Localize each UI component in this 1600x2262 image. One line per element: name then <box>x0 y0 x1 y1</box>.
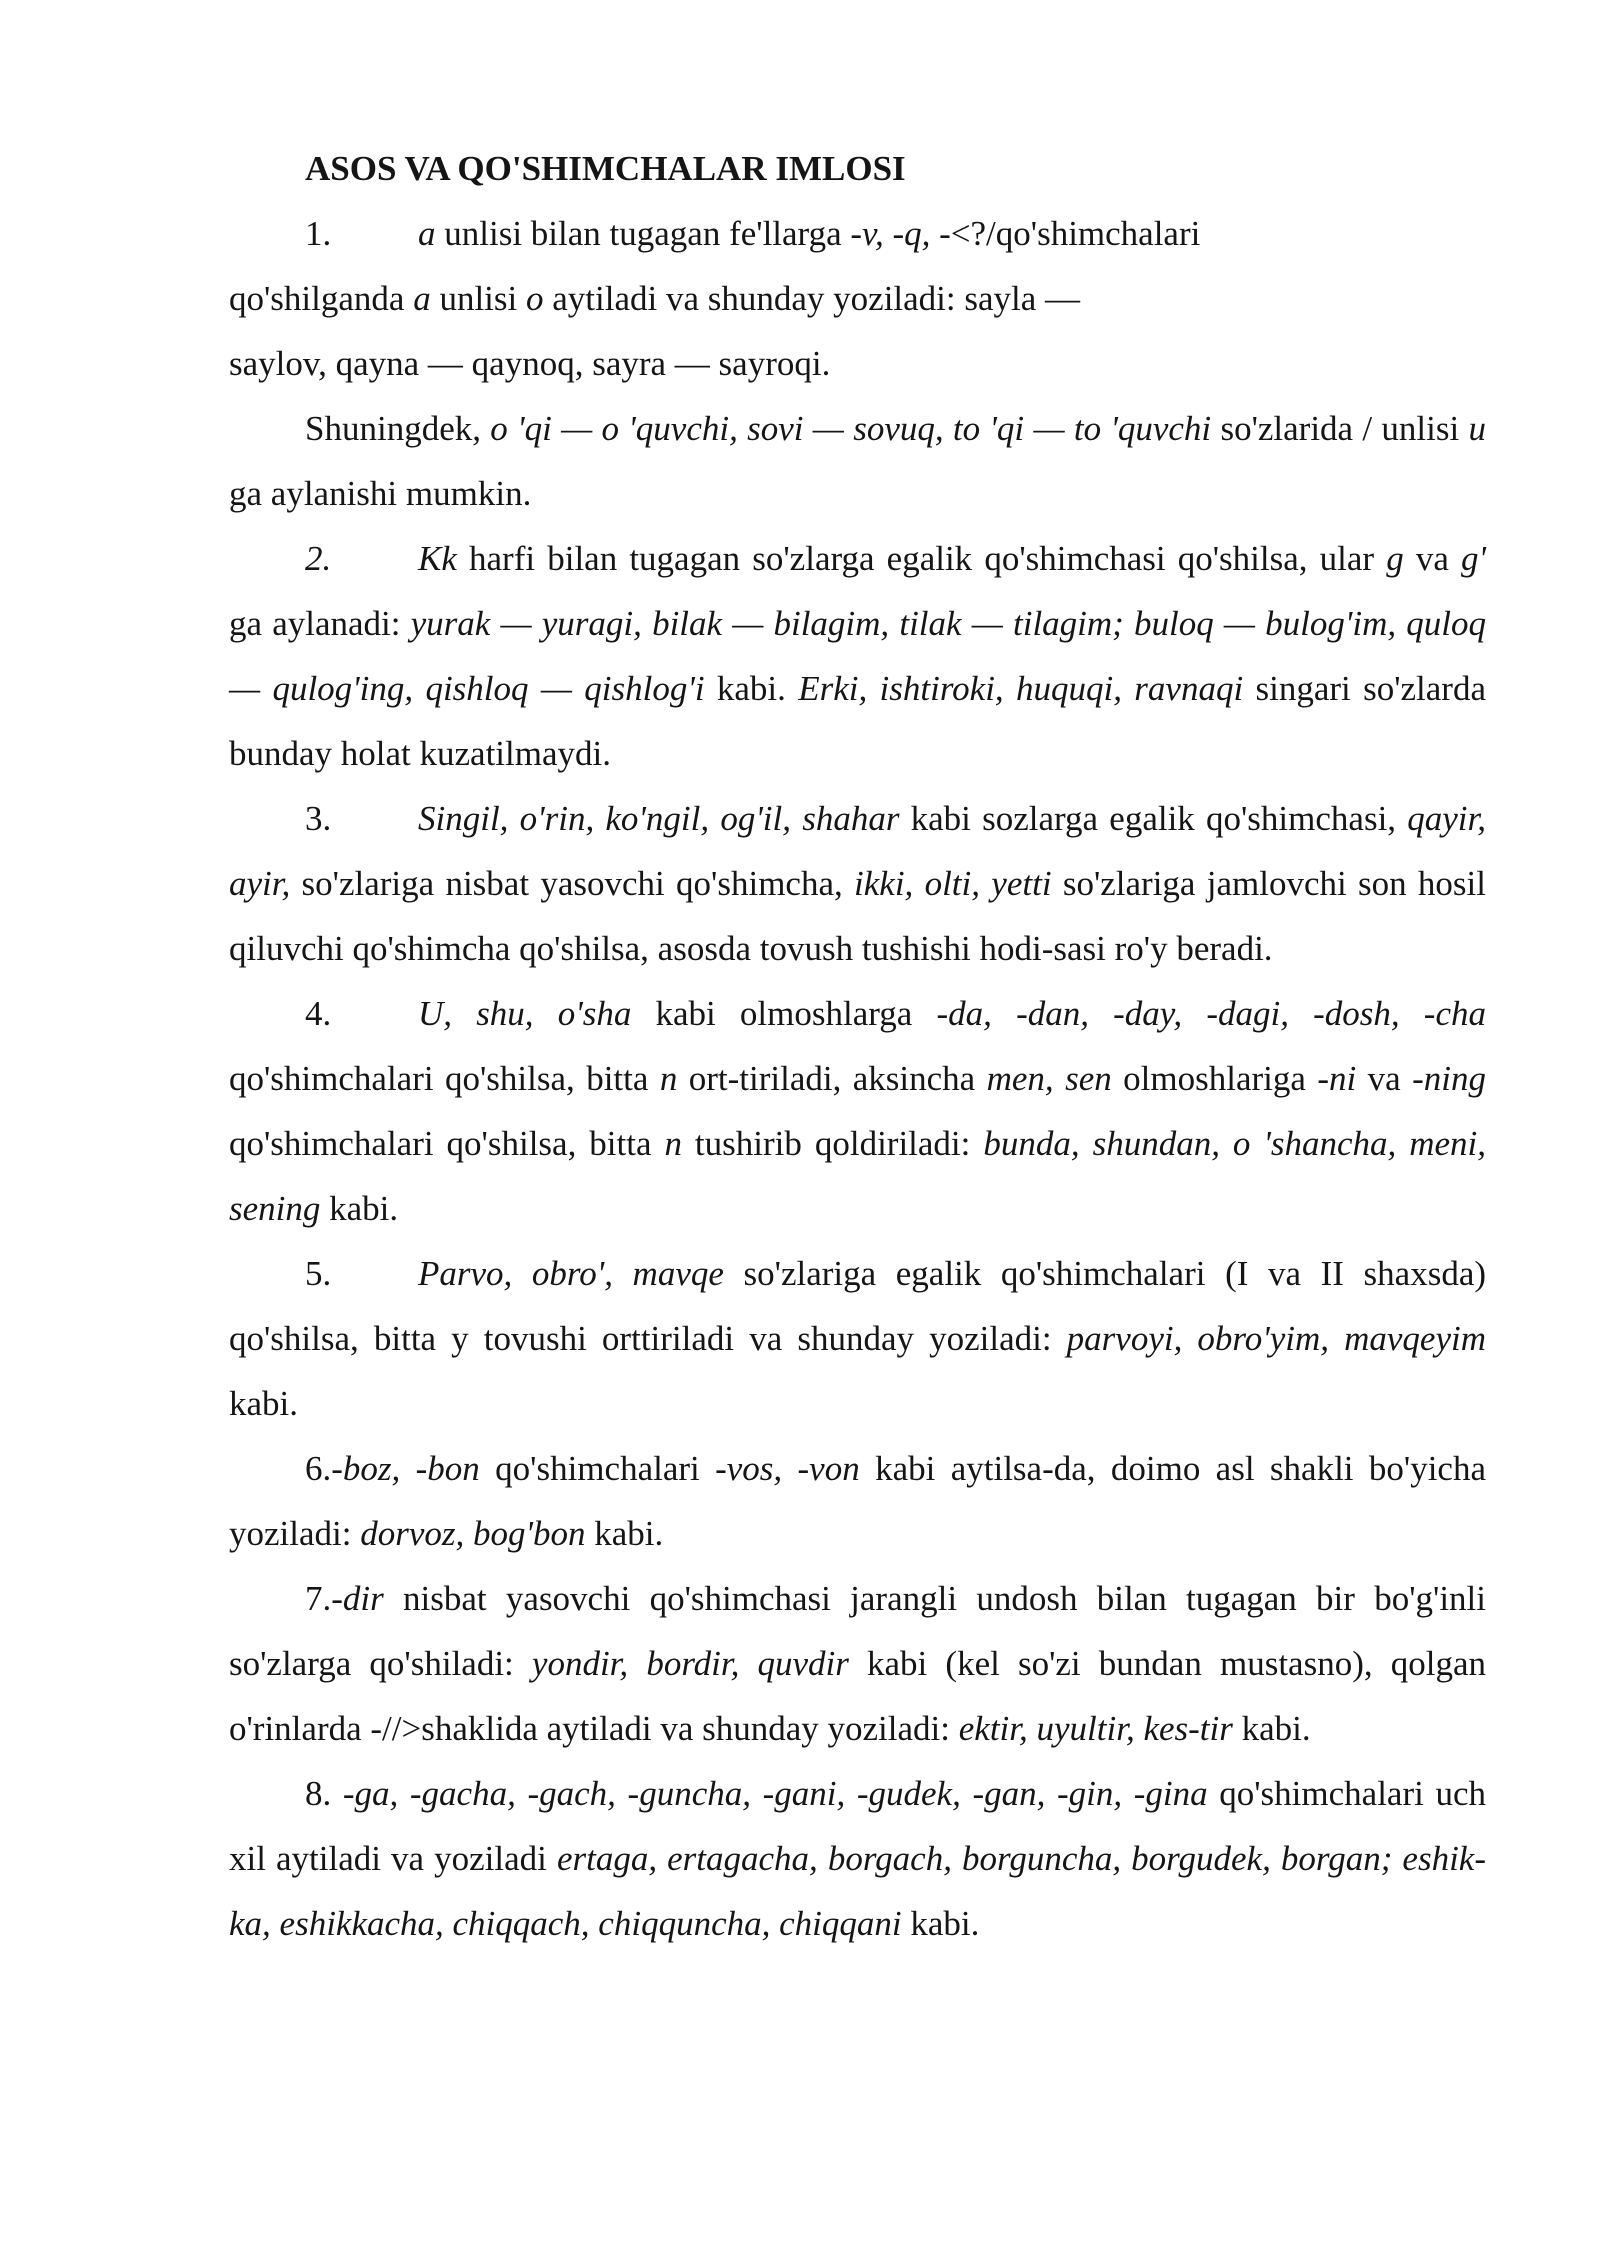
italic-text: -ga, -gacha, -gach, -guncha, -gani, -gudek, -gan, -gin, -gina <box>342 1774 1208 1813</box>
italic-text: -da, -dan, -day, -dagi, -dosh, -cha <box>936 994 1486 1033</box>
rule-number: 2. <box>305 539 332 578</box>
italic-text: -dir <box>331 1579 384 1618</box>
rule-text: nisbat yasovchi qo'shimchasi jarangli undosh bilan tugagan bir bo'g'inli so'zlarga qo'shiladi: <box>229 1579 1486 1683</box>
rule-text: so'zlariga jamlovchi son hosil qiluvchi qo'shimcha qo'shilsa, asosda tovush tushishi hodi-sasi ro'y beradi. <box>229 864 1486 968</box>
rule-text: qo'shimchalari qo'shilsa, bitta <box>229 1124 665 1163</box>
italic-text: parvoyi, obro'yim, mavqeyim <box>1066 1319 1486 1358</box>
rule-paragraph <box>229 1436 1486 1566</box>
rule-text: unlisi <box>430 279 526 318</box>
rule-paragraph <box>229 396 1486 526</box>
rule-number: 1. <box>305 214 332 253</box>
italic-text: o 'qi — o 'quvchi, sovi — sovuq, to 'qi — to 'quvchi <box>490 409 1212 448</box>
italic-text: n <box>659 1059 678 1098</box>
italic-text: Singil, o'rin, ko'ngil, og'il, shahar <box>418 799 900 838</box>
rule-text: aytiladi va shunday yoziladi: sayla — <box>543 279 1081 318</box>
rule-text: so'zlariga egalik qo'shimchalari (I va II shaxsda) qo'shilsa, bitta y tovushi orttiriladi va shunday yoziladi: <box>229 1254 1487 1358</box>
italic-text: a <box>418 214 436 253</box>
italic-text: g <box>1386 539 1404 578</box>
rule-text: so'zlarida / unlisi <box>1211 409 1469 448</box>
rule-text: kabi sozlarga egalik qo'shimchasi, <box>899 799 1408 838</box>
rule-text: unlisi bilan tugagan fe'llarga <box>435 214 851 253</box>
italic-text: Kk <box>418 539 457 578</box>
rule-text: ort-tiriladi, aksincha <box>677 1059 987 1098</box>
italic-text: -ni <box>1317 1059 1357 1098</box>
italic-text: U, shu, o'sha <box>418 994 632 1033</box>
rule-text: kabi (kel so'zi bundan mustasno), qolgan o'rinlarda -//>shaklida aytiladi va shunday yoziladi: <box>229 1644 1486 1748</box>
rule-text: saylov, qayna — qaynoq, sayra — sayroqi. <box>229 344 831 383</box>
italic-text: men, sen <box>986 1059 1112 1098</box>
italic-text: n <box>664 1124 682 1163</box>
rule-text: qo'shimchalari uch xil aytiladi va yoziladi <box>229 1774 1486 1878</box>
rule-paragraph <box>229 1566 1486 1761</box>
document-title: ASOS VA QO'SHIMCHALAR IMLOSI <box>305 149 906 188</box>
italic-text: yondir, bordir, quvdir <box>531 1644 849 1683</box>
italic-text: qayir, ayir, <box>229 799 1486 903</box>
rule-text: kabi. <box>320 1189 399 1228</box>
italic-text: ertaga, ertagacha, borgach, borguncha, borgudek, borgan; eshik-ka, eshikkacha, chiqqach, chiqquncha, chiqqani <box>229 1839 1486 1943</box>
italic-text: -v, -q, <box>850 214 931 253</box>
italic-text: Parvo, obro', mavqe <box>418 1254 724 1293</box>
rules-list <box>229 201 1486 1956</box>
rule-text: kabi. <box>229 1384 299 1423</box>
rule-text: harfi bilan tugagan so'zlarga egalik qo'shimchasi qo'shilsa, ular <box>456 539 1387 578</box>
italic-text: -boz, -bon <box>331 1449 480 1488</box>
rule-text: 7. <box>305 1579 332 1618</box>
rule-text: va <box>1403 539 1461 578</box>
rule-paragraph <box>229 786 1486 981</box>
rule-text: qo'shimchalari <box>479 1449 716 1488</box>
italic-text: -vos, -von <box>715 1449 860 1488</box>
italic-text: a <box>413 279 431 318</box>
italic-text: ikki, olti, yetti <box>854 864 1052 903</box>
rule-text: 8. <box>305 1774 343 1813</box>
rule-text: so'zlariga nisbat yasovchi qo'shimcha, <box>290 864 855 903</box>
rule-text: ga aylanadi: <box>229 604 411 643</box>
italic-text: bunda, shundan, o 'shancha, meni, sening <box>229 1124 1487 1228</box>
italic-text: dorvoz, bog'bon <box>360 1514 586 1553</box>
rule-text: kabi. <box>704 669 799 708</box>
rule-paragraph <box>229 981 1486 1241</box>
italic-text: yurak — yuragi, bilak — bilagim, tilak — tilagim; buloq — bulog'im, quloq— qulog'ing, qishloq — qishlog'i <box>229 604 1486 708</box>
rule-text: Shuningdek, <box>305 409 491 448</box>
rule-text: qo'shilganda <box>229 279 414 318</box>
rule-paragraph <box>229 1761 1486 1956</box>
rule-number: 4. <box>305 994 332 1033</box>
italic-text: u <box>1468 409 1486 448</box>
rule-text: kabi. <box>1232 1709 1311 1748</box>
rule-text: kabi olmoshlarga <box>631 994 937 1033</box>
rule-text: kabi aytilsa-da, doimo asl shakli bo'yicha yoziladi: <box>229 1449 1486 1553</box>
rule-number: 5. <box>305 1254 332 1293</box>
rule-text: 6. <box>305 1449 332 1488</box>
italic-text: Erki, ishtiroki, huquqi, ravnaqi <box>798 669 1244 708</box>
document-page <box>229 136 1486 1956</box>
italic-text: o <box>526 279 544 318</box>
rule-paragraph <box>229 201 1486 396</box>
rule-paragraph <box>229 526 1486 786</box>
rule-text: kabi. <box>585 1514 664 1553</box>
rule-text: va <box>1356 1059 1413 1098</box>
rule-text: ga aylanishi mumkin. <box>229 474 532 513</box>
rule-text: qo'shimchalari qo'shilsa, bitta <box>229 1059 660 1098</box>
rule-paragraph <box>229 1241 1486 1436</box>
italic-text: -ning <box>1412 1059 1486 1098</box>
rule-text: tushirib qoldiriladi: <box>681 1124 984 1163</box>
italic-text: ektir, uyultir, kes-tir <box>958 1709 1233 1748</box>
rule-text: olmoshlariga <box>1111 1059 1318 1098</box>
rule-text: singari so'zlarda bunday holat kuzatilmaydi. <box>229 669 1486 773</box>
rule-text: kabi. <box>901 1904 980 1943</box>
rule-number: 3. <box>305 799 332 838</box>
rule-text: -<?/qo'shimchalari <box>930 214 1201 253</box>
italic-text: g' <box>1461 539 1486 578</box>
